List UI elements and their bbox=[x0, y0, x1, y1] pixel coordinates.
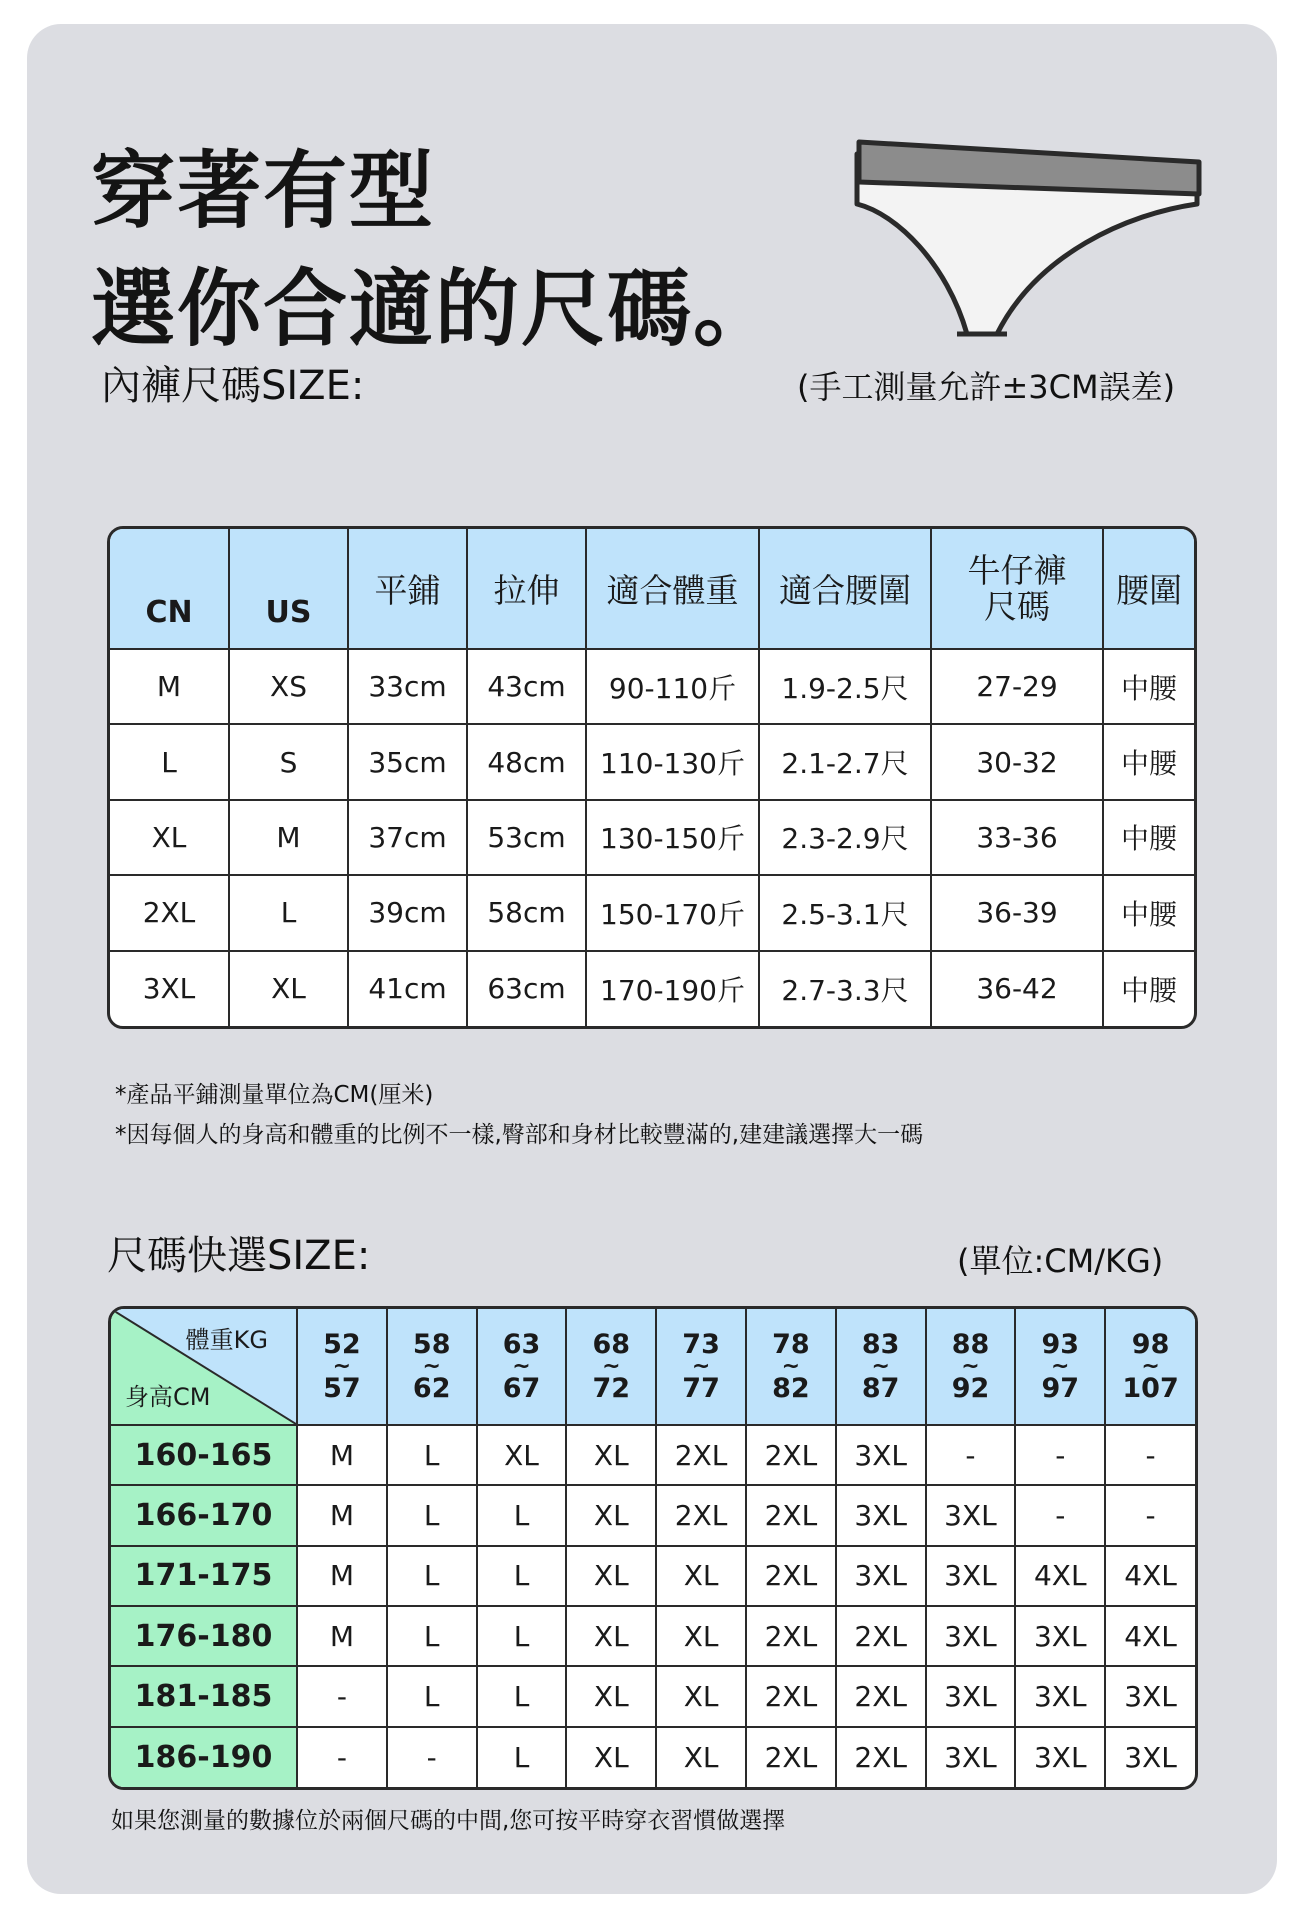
size-cell: 30-32 bbox=[931, 724, 1103, 799]
size-cell: 36-39 bbox=[931, 875, 1103, 950]
header-us: US bbox=[229, 529, 348, 649]
size-cell: 130-150斤 bbox=[586, 800, 759, 875]
size-section-title: 內褲尺碼SIZE: bbox=[101, 363, 365, 409]
size-recommendation-cell: XL bbox=[566, 1666, 656, 1726]
size-cell: 43cm bbox=[467, 649, 586, 724]
size-guide-card bbox=[27, 24, 1277, 1894]
size-recommendation-cell: - bbox=[926, 1425, 1016, 1485]
size-cell: 37cm bbox=[348, 800, 467, 875]
corner-height-label: 身高CM bbox=[125, 1383, 211, 1411]
size-recommendation-cell: 3XL bbox=[1015, 1666, 1105, 1726]
weight-min: 58 bbox=[412, 1328, 451, 1360]
height-range-cell: 176-180 bbox=[111, 1606, 297, 1666]
weight-min: 52 bbox=[323, 1328, 361, 1360]
size-cell: 2XL bbox=[110, 875, 229, 950]
weight-max: 77 bbox=[682, 1372, 720, 1404]
header-stretch: 拉伸 bbox=[467, 529, 586, 649]
quick-select-table bbox=[111, 1309, 1195, 1787]
quick-footer-note: 如果您測量的數據位於兩個尺碼的中間,您可按平時穿衣習慣做選擇 bbox=[111, 1808, 786, 1834]
size-cell: M bbox=[110, 649, 229, 724]
height-range-cell: 181-185 bbox=[111, 1666, 297, 1726]
size-recommendation-cell: M bbox=[297, 1606, 387, 1666]
size-cell: 170-190斤 bbox=[586, 951, 759, 1026]
size-recommendation-cell: M bbox=[297, 1425, 387, 1485]
size-cell: 53cm bbox=[467, 800, 586, 875]
size-recommendation-cell: L bbox=[387, 1666, 477, 1726]
size-cell: XS bbox=[229, 649, 348, 724]
size-cell: 中腰 bbox=[1103, 649, 1194, 724]
size-recommendation-cell: XL bbox=[656, 1606, 746, 1666]
height-range-cell: 166-170 bbox=[111, 1485, 297, 1545]
size-recommendation-cell: 2XL bbox=[656, 1425, 746, 1485]
size-cell: 27-29 bbox=[931, 649, 1103, 724]
size-recommendation-cell: - bbox=[1105, 1485, 1195, 1545]
size-recommendation-cell: M bbox=[297, 1485, 387, 1545]
weight-min: 98 bbox=[1131, 1328, 1170, 1360]
size-recommendation-cell: - bbox=[297, 1666, 387, 1726]
weight-range-header bbox=[566, 1309, 656, 1425]
size-cell: 35cm bbox=[348, 724, 467, 799]
size-recommendation-cell: 3XL bbox=[926, 1666, 1016, 1726]
size-recommendation-cell: 2XL bbox=[746, 1727, 836, 1787]
size-recommendation-cell: XL bbox=[656, 1666, 746, 1726]
weight-range-header bbox=[836, 1309, 926, 1425]
quick-section-note: (單位:CM/KG) bbox=[957, 1242, 1164, 1280]
size-cell: S bbox=[229, 724, 348, 799]
tilde-icon: ~ bbox=[332, 1353, 352, 1379]
size-recommendation-cell: - bbox=[387, 1727, 477, 1787]
size-recommendation-cell: L bbox=[387, 1425, 477, 1485]
corner-header bbox=[111, 1309, 297, 1425]
weight-max: 107 bbox=[1122, 1372, 1179, 1404]
size-cell: 2.7-3.3尺 bbox=[759, 951, 931, 1026]
size-recommendation-cell: L bbox=[477, 1727, 567, 1787]
quick-row bbox=[111, 1727, 1195, 1787]
quick-row bbox=[111, 1485, 1195, 1545]
size-row bbox=[110, 800, 1194, 875]
size-section-note: (手工測量允許±3CM誤差) bbox=[797, 368, 1176, 406]
size-cell: 2.1-2.7尺 bbox=[759, 724, 931, 799]
size-recommendation-cell: 2XL bbox=[746, 1425, 836, 1485]
size-recommendation-cell: 4XL bbox=[1105, 1546, 1195, 1606]
size-recommendation-cell: 2XL bbox=[836, 1727, 926, 1787]
weight-range-header bbox=[477, 1309, 567, 1425]
weight-range-header bbox=[926, 1309, 1016, 1425]
size-recommendation-cell: 3XL bbox=[1015, 1606, 1105, 1666]
size-cell: 中腰 bbox=[1103, 951, 1194, 1026]
weight-range-header bbox=[1015, 1309, 1105, 1425]
weight-min: 68 bbox=[592, 1328, 631, 1360]
height-range-cell: 160-165 bbox=[111, 1425, 297, 1485]
tilde-icon: ~ bbox=[871, 1353, 890, 1379]
size-row bbox=[110, 724, 1194, 799]
weight-max: 87 bbox=[861, 1372, 900, 1404]
footnote-1: *產品平鋪測量單位為CM(厘米) bbox=[115, 1082, 434, 1108]
size-recommendation-cell: XL bbox=[566, 1606, 656, 1666]
size-cell: 36-42 bbox=[931, 951, 1103, 1026]
size-recommendation-cell: 3XL bbox=[836, 1485, 926, 1545]
size-recommendation-cell: 3XL bbox=[926, 1727, 1016, 1787]
corner-weight-label: 體重KG bbox=[185, 1326, 268, 1354]
size-recommendation-cell: 3XL bbox=[926, 1606, 1016, 1666]
tilde-icon: ~ bbox=[961, 1353, 980, 1379]
weight-min: 88 bbox=[951, 1328, 990, 1360]
size-recommendation-cell: XL bbox=[656, 1727, 746, 1787]
size-recommendation-cell: XL bbox=[566, 1425, 656, 1485]
size-recommendation-cell: 2XL bbox=[746, 1546, 836, 1606]
size-cell: 中腰 bbox=[1103, 800, 1194, 875]
size-cell: 2.5-3.1尺 bbox=[759, 875, 931, 950]
size-row bbox=[110, 875, 1194, 950]
weight-max: 92 bbox=[951, 1372, 990, 1404]
size-recommendation-cell: L bbox=[387, 1485, 477, 1545]
weight-range-header bbox=[656, 1309, 746, 1425]
size-recommendation-cell: 2XL bbox=[746, 1606, 836, 1666]
header-weight: 適合體重 bbox=[586, 529, 759, 649]
quick-row bbox=[111, 1606, 1195, 1666]
size-table bbox=[110, 529, 1194, 1026]
size-recommendation-cell: 2XL bbox=[746, 1485, 836, 1545]
size-cell: XL bbox=[229, 951, 348, 1026]
size-recommendation-cell: XL bbox=[566, 1727, 656, 1787]
size-recommendation-cell: 3XL bbox=[1105, 1727, 1195, 1787]
size-row bbox=[110, 649, 1194, 724]
size-cell: 2.3-2.9尺 bbox=[759, 800, 931, 875]
size-cell: 3XL bbox=[110, 951, 229, 1026]
size-recommendation-cell: 3XL bbox=[1015, 1727, 1105, 1787]
size-cell: L bbox=[229, 875, 348, 950]
size-recommendation-cell: 2XL bbox=[656, 1485, 746, 1545]
size-cell: 150-170斤 bbox=[586, 875, 759, 950]
tilde-icon: ~ bbox=[512, 1353, 531, 1379]
tilde-icon: ~ bbox=[691, 1353, 711, 1379]
size-cell: 90-110斤 bbox=[586, 649, 759, 724]
size-recommendation-cell: M bbox=[297, 1546, 387, 1606]
quick-row bbox=[111, 1425, 1195, 1485]
size-recommendation-cell: 3XL bbox=[926, 1546, 1016, 1606]
weight-max: 82 bbox=[772, 1372, 810, 1404]
size-cell: 41cm bbox=[348, 951, 467, 1026]
tilde-icon: ~ bbox=[1141, 1353, 1160, 1379]
size-recommendation-cell: L bbox=[477, 1606, 567, 1666]
quick-section-title: 尺碼快選SIZE: bbox=[107, 1233, 371, 1279]
size-recommendation-cell: L bbox=[387, 1606, 477, 1666]
size-recommendation-cell: XL bbox=[566, 1485, 656, 1545]
height-range-cell: 186-190 bbox=[111, 1727, 297, 1787]
weight-range-header bbox=[297, 1309, 387, 1425]
size-recommendation-cell: 3XL bbox=[926, 1485, 1016, 1545]
hero-title-line1: 穿著有型 bbox=[91, 142, 436, 240]
size-recommendation-cell: 3XL bbox=[836, 1425, 926, 1485]
size-cell: 中腰 bbox=[1103, 724, 1194, 799]
weight-range-header bbox=[1105, 1309, 1195, 1425]
weight-min: 78 bbox=[772, 1328, 810, 1360]
size-cell: 39cm bbox=[348, 875, 467, 950]
size-recommendation-cell: L bbox=[477, 1546, 567, 1606]
header-jeans-size: 牛仔褲 尺碼 bbox=[931, 529, 1103, 649]
weight-max: 97 bbox=[1041, 1372, 1080, 1404]
size-cell: XL bbox=[110, 800, 229, 875]
size-recommendation-cell: - bbox=[1015, 1485, 1105, 1545]
size-recommendation-cell: L bbox=[477, 1485, 567, 1545]
weight-min: 63 bbox=[502, 1328, 541, 1360]
size-cell: 58cm bbox=[467, 875, 586, 950]
size-recommendation-cell: 3XL bbox=[836, 1546, 926, 1606]
size-cell: 33cm bbox=[348, 649, 467, 724]
size-recommendation-cell: 3XL bbox=[1105, 1666, 1195, 1726]
tilde-icon: ~ bbox=[781, 1353, 801, 1379]
weight-range-header bbox=[746, 1309, 836, 1425]
weight-max: 57 bbox=[323, 1372, 361, 1404]
tilde-icon: ~ bbox=[602, 1353, 621, 1379]
weight-min: 93 bbox=[1041, 1328, 1080, 1360]
size-row bbox=[110, 951, 1194, 1026]
size-recommendation-cell: 4XL bbox=[1105, 1606, 1195, 1666]
weight-max: 72 bbox=[592, 1372, 631, 1404]
weight-max: 67 bbox=[502, 1372, 541, 1404]
size-recommendation-cell: 2XL bbox=[836, 1606, 926, 1666]
quick-row bbox=[111, 1666, 1195, 1726]
size-cell: 48cm bbox=[467, 724, 586, 799]
size-recommendation-cell: XL bbox=[477, 1425, 567, 1485]
weight-range-header bbox=[387, 1309, 477, 1425]
weight-max: 62 bbox=[412, 1372, 451, 1404]
header-cn: CN bbox=[110, 529, 229, 649]
size-recommendation-cell: L bbox=[477, 1666, 567, 1726]
size-recommendation-cell: - bbox=[1105, 1425, 1195, 1485]
weight-min: 73 bbox=[682, 1328, 720, 1360]
size-cell: 1.9-2.5尺 bbox=[759, 649, 931, 724]
footnote-2: *因每個人的身高和體重的比例不一樣,臀部和身材比較豐滿的,建建議選擇大一碼 bbox=[115, 1122, 924, 1148]
size-cell: 63cm bbox=[467, 951, 586, 1026]
height-range-cell: 171-175 bbox=[111, 1546, 297, 1606]
size-cell: 110-130斤 bbox=[586, 724, 759, 799]
quick-table-wrapper bbox=[108, 1306, 1198, 1790]
panty-icon bbox=[827, 94, 1247, 384]
hero-title-line2: 選你合適的尺碼。 bbox=[91, 260, 780, 358]
size-recommendation-cell: XL bbox=[566, 1546, 656, 1606]
header-waistline: 適合腰圍 bbox=[759, 529, 931, 649]
header-waist: 腰圍 bbox=[1103, 529, 1194, 649]
size-recommendation-cell: XL bbox=[656, 1546, 746, 1606]
size-recommendation-cell: 2XL bbox=[836, 1666, 926, 1726]
size-cell: 33-36 bbox=[931, 800, 1103, 875]
size-recommendation-cell: - bbox=[1015, 1425, 1105, 1485]
size-recommendation-cell: 4XL bbox=[1015, 1546, 1105, 1606]
size-cell: L bbox=[110, 724, 229, 799]
size-cell: M bbox=[229, 800, 348, 875]
size-cell: 中腰 bbox=[1103, 875, 1194, 950]
size-table-wrapper bbox=[107, 526, 1197, 1029]
weight-min: 83 bbox=[861, 1328, 900, 1360]
tilde-icon: ~ bbox=[1051, 1353, 1070, 1379]
quick-row bbox=[111, 1546, 1195, 1606]
header-flat: 平鋪 bbox=[348, 529, 467, 649]
size-recommendation-cell: - bbox=[297, 1727, 387, 1787]
size-recommendation-cell: L bbox=[387, 1546, 477, 1606]
tilde-icon: ~ bbox=[422, 1353, 441, 1379]
size-recommendation-cell: 2XL bbox=[746, 1666, 836, 1726]
